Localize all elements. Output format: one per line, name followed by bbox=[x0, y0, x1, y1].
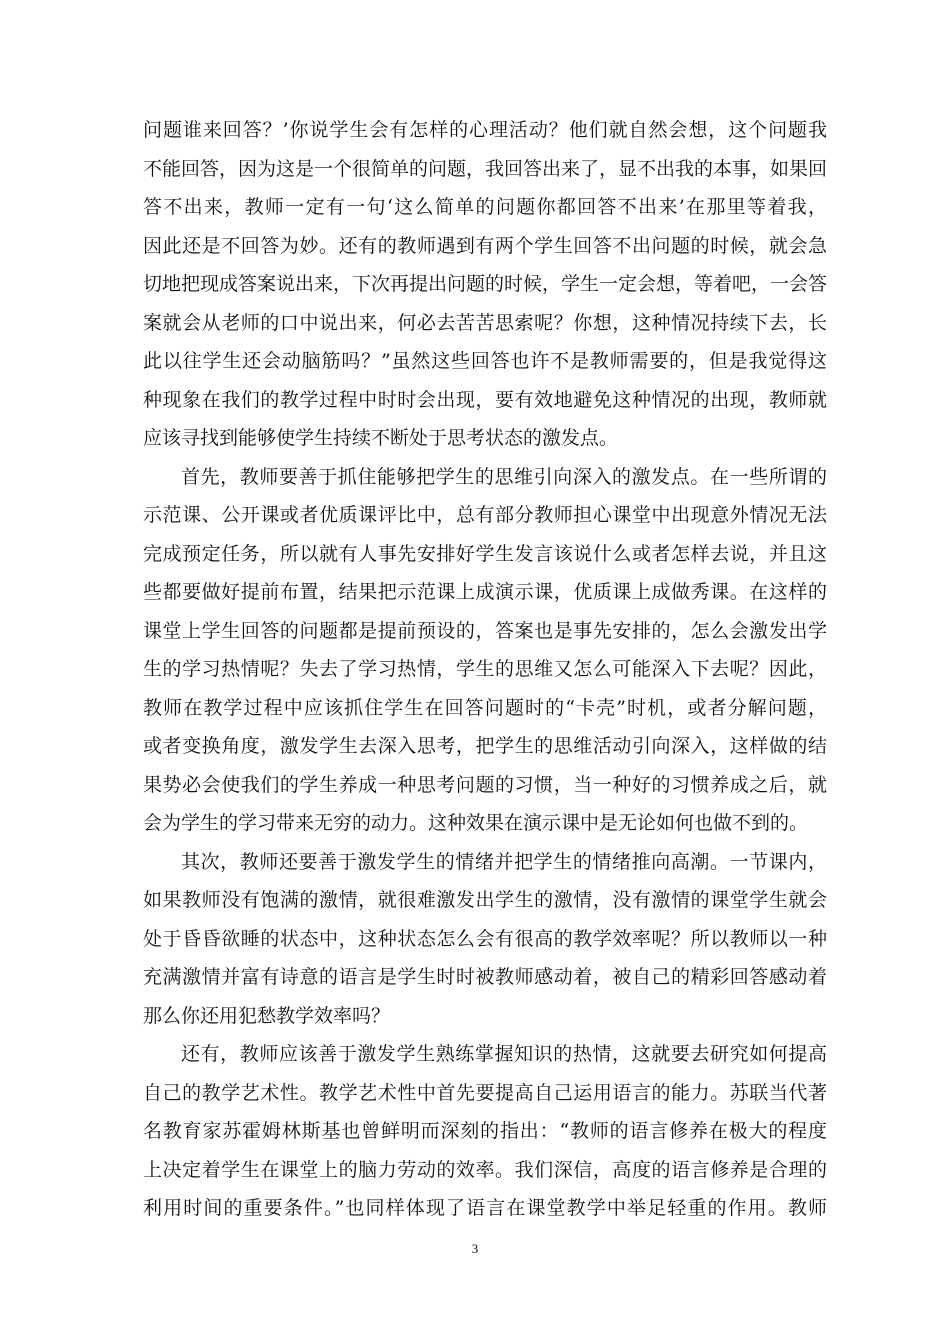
text-line: 课堂上学生回答的问题都是提前预设的，答案也是事先安排的，怎么会激发出学 bbox=[143, 619, 827, 642]
text-line: 些都要做好提前布置，结果把示范课上成演示课，优质课上成做秀课。在这样的 bbox=[143, 581, 827, 603]
text-line: 此以往学生还会动脑筋吗？”虽然这些回答也许不是教师需要的，但是我觉得这 bbox=[143, 350, 827, 372]
text-line: 充满激情并富有诗意的语言是学生时时被教师感动着，被自己的精彩回答感动着 bbox=[143, 966, 827, 988]
text-line: 自己的教学艺术性。教学艺术性中首先要提高自己运用语言的能力。苏联当代著 bbox=[143, 1081, 827, 1104]
text-line: 名教育家苏霍姆林斯基也曾鲜明而深刻的指出：“教师的语言修养在极大的程度 bbox=[143, 1120, 827, 1142]
paragraph-first-line: 首先，教师要善于抓住能够把学生的思维引向深入的激发点。在一些所谓的 bbox=[181, 465, 827, 488]
text-line: 或者变换角度，激发学生去深入思考，把学生的思维活动引向深入，这样做的结 bbox=[143, 735, 827, 757]
text-line: 上决定着学生在课堂上的脑力劳动的效率。我们深信，高度的语言修养是合理的 bbox=[143, 1158, 827, 1181]
text-line: 完成预定任务，所以就有人事先安排好学生发言该说什么或者怎样去说，并且这 bbox=[143, 542, 827, 565]
text-line: 如果教师没有饱满的激情，就很难激发出学生的激情，没有激情的课堂学生就会 bbox=[143, 889, 827, 911]
text-line: 案就会从老师的口中说出来，何必去苦苦思索呢？你想，这种情况持续下去，长 bbox=[143, 311, 827, 334]
paragraph-first-line: 其次，教师还要善于激发学生的情绪并把学生的情绪推向高潮。一节课内， bbox=[181, 850, 827, 873]
paragraph-first-line: 还有，教师应该善于激发学生熟练掌握知识的热情，这就要去研究如何提高 bbox=[181, 1043, 827, 1065]
text-line: 答不出来，教师一定有一句‘这么简单的问题你都回答不出来’在那里等着我， bbox=[143, 196, 827, 218]
text-line: 利用时间的重要条件。”也同样体现了语言在课堂教学中举足轻重的作用。教师 bbox=[143, 1197, 827, 1219]
text-line: 切地把现成答案说出来，下次再提出问题的时候，学生一定会想，等着吧，一会答 bbox=[143, 273, 827, 295]
page-number: 3 bbox=[471, 1241, 479, 1256]
text-line: 处于昏昏欲睡的状态中，这种状态怎么会有很高的教学效率呢？所以教师以一种 bbox=[143, 927, 827, 950]
page-body bbox=[143, 111, 827, 1228]
text-line: 应该寻找到能够使学生持续不断处于思考状态的激发点。 bbox=[143, 427, 619, 449]
text-line: 问题谁来回答？’你说学生会有怎样的心理活动？他们就自然会想，这个问题我 bbox=[143, 119, 827, 141]
text-line: 教师在教学过程中应该抓住学生在回答问题时的“卡壳”时机，或者分解问题， bbox=[143, 696, 827, 719]
text-line: 种现象在我们的教学过程中时时会出现，要有效地避免这种情况的出现，教师就 bbox=[143, 388, 827, 411]
text-line: 示范课、公开课或者优质课评比中，总有部分教师担心课堂中出现意外情况无法 bbox=[143, 504, 827, 526]
text-line: 不能回答，因为这是一个很简单的问题，我回答出来了，显不出我的本事，如果回 bbox=[143, 157, 827, 180]
text-line: 果势必会使我们的学生养成一种思考问题的习惯，当一种好的习惯养成之后，就 bbox=[143, 773, 827, 796]
text-line: 那么你还用犯愁教学效率吗？ bbox=[143, 1004, 391, 1027]
text-line: 生的学习热情呢？失去了学习热情，学生的思维又怎么可能深入下去呢？因此， bbox=[143, 658, 827, 680]
text-line: 因此还是不回答为妙。还有的教师遇到有两个学生回答不出问题的时候，就会急 bbox=[143, 234, 827, 257]
text-line: 会为学生的学习带来无穷的动力。这种效果在演示课中是无论如何也做不到的。 bbox=[143, 812, 809, 834]
